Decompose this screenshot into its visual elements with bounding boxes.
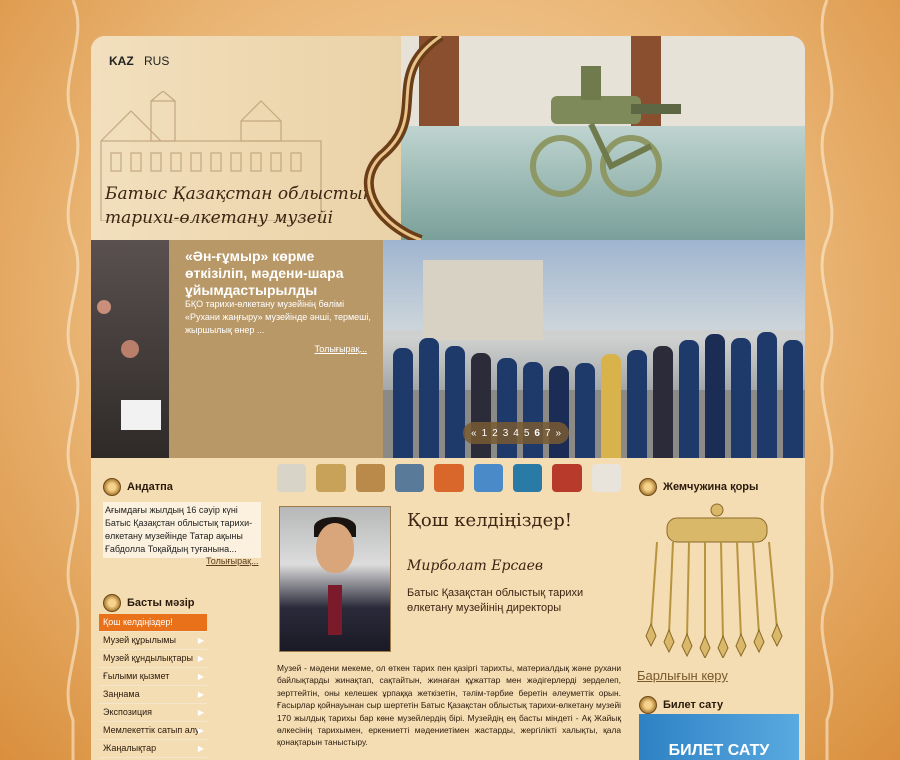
museum-building-icon[interactable] — [277, 464, 306, 492]
menu-item-structure[interactable] — [99, 632, 207, 650]
language-switcher — [109, 54, 176, 68]
director-photo — [279, 506, 391, 652]
child-figure — [627, 350, 647, 458]
site-title-line2: тарихи-өлкетану музейі — [105, 208, 334, 228]
scroll-icon[interactable] — [316, 464, 345, 492]
news-box — [169, 240, 383, 458]
menu-item-welcome[interactable]: Қош келдіңіздер! — [99, 614, 207, 632]
menu-item-label: Заңнама — [103, 689, 140, 699]
news-title[interactable]: «Ән-ғұмыр» көрме өткізіліп, мәдени-шара ұйымдастырылды — [185, 248, 344, 298]
child-figure — [445, 346, 465, 458]
site-title-line1: Батыс Қазақстан облыстық — [105, 184, 373, 204]
menu-item-label: Музей құндылықтары — [103, 653, 193, 663]
menu-item-science[interactable] — [99, 668, 207, 686]
arrow-right-icon: ▶ — [197, 636, 204, 645]
child-figure — [705, 334, 725, 458]
emblem-icon — [639, 696, 657, 714]
left-ornament — [50, 0, 96, 760]
globe-icon[interactable] — [474, 464, 503, 492]
site-title — [105, 182, 373, 230]
site-header — [91, 36, 805, 240]
andatpa-title: Андатпа — [127, 481, 173, 493]
main-menu-title: Басты мәзір — [127, 597, 195, 609]
pager-page-5[interactable]: 5 — [523, 427, 530, 439]
news-text: БҚО тарихи-өлкетану музейінің бөлімі «Рухани жаңғыру» музейінде әнші, термеші, жыршылық өнер ... — [185, 299, 371, 335]
child-figure — [679, 340, 699, 458]
gem-heading — [639, 478, 758, 496]
news-more-link[interactable]: Толығырақ... — [314, 344, 367, 354]
flowers — [121, 400, 161, 430]
menu-item-label: Жаңалықтар — [103, 743, 157, 753]
andatpa-more-link[interactable]: Толығырақ... — [206, 556, 259, 566]
pager-page-2[interactable]: 2 — [492, 427, 498, 439]
lang-kaz-link[interactable]: KAZ — [109, 54, 134, 68]
director-name: Мирболат Ерсаев — [407, 558, 544, 574]
person-head — [121, 340, 139, 358]
news-side-photo — [91, 240, 169, 458]
right-ornament — [804, 0, 850, 760]
feather-icon[interactable] — [592, 464, 621, 492]
arrow-right-icon: ▶ — [197, 708, 204, 717]
main-menu — [99, 614, 207, 758]
child-figure — [601, 354, 621, 458]
right-column — [631, 458, 805, 760]
header-photo-exhibit — [401, 36, 805, 240]
andatpa-heading — [103, 478, 173, 496]
child-figure — [757, 332, 777, 458]
painting-icon[interactable] — [395, 464, 424, 492]
pager-next-button[interactable]: » — [555, 427, 562, 439]
menu-item-procurement[interactable] — [99, 722, 207, 740]
machine-gun-exhibit — [521, 56, 691, 206]
menu-item-label: Мемлекеттік сатып алу — [103, 725, 200, 735]
ticket-title: Билет сату — [663, 699, 724, 711]
face — [316, 523, 354, 573]
arrow-right-icon: ▶ — [197, 726, 204, 735]
child-figure — [783, 340, 803, 458]
emblem-icon — [639, 478, 657, 496]
emblem-icon — [103, 594, 121, 612]
menu-item-label: Ғылыми қызмет — [103, 671, 170, 681]
slider-pager — [463, 422, 569, 444]
welcome-heading: Қош келдіңіздер! — [407, 510, 573, 531]
arrow-right-icon: ▶ — [197, 654, 204, 663]
intro-text: Музей - мәдени мекеме, ол өткен тарих пен қазіргі тарихты, материалдық және рухани байлықтарды жинақтап, сақтайтын, жинаған құжаттар мен жәдігерлерді зерделеп, зерттейтін, оны келешек ұрпаққа жеткізетін, тәлім-тәрбие беретін әлеуметтік орын. Ғасырлар қойнауынан сыр шертетін Батыс Қазақстан облыстық тарихи-өлкетану музейі 170 жылдық тарихы бар көне музейлердің бірі. Музейдің ең басты міндеті - Ақ Жайық өлкесінің тарихымен, еркениетті мәдениетімен жастарды, жергілікті халықты, қала қонақтарын таныстыру. — [277, 663, 621, 748]
child-figure — [575, 363, 595, 458]
arrow-right-icon: ▶ — [197, 672, 204, 681]
pager-page-7[interactable]: 7 — [544, 427, 551, 439]
ticket-banner[interactable]: БИЛЕТ САТУ — [639, 714, 799, 760]
telescope-icon[interactable] — [513, 464, 542, 492]
pen-icon[interactable] — [356, 464, 385, 492]
main-menu-heading — [103, 594, 194, 612]
left-column — [91, 458, 271, 760]
jewelry-image[interactable] — [637, 498, 797, 658]
gem-title: Жемчужина қоры — [663, 481, 759, 493]
menu-item-label: Музей құрылымы — [103, 635, 176, 645]
background-building — [423, 260, 543, 340]
director-position: Батыс Қазақстан облыстық тарихи өлкетану музейінің директоры — [407, 587, 584, 614]
menu-item-news[interactable] — [99, 740, 207, 758]
child-figure — [419, 338, 439, 458]
menu-item-law[interactable] — [99, 686, 207, 704]
pager-page-3[interactable]: 3 — [502, 427, 509, 439]
pager-page-1[interactable]: 1 — [481, 427, 488, 439]
pager-page-4[interactable]: 4 — [513, 427, 519, 439]
news-photo — [383, 240, 805, 458]
book-icon[interactable] — [552, 464, 581, 492]
pager-prev-button[interactable]: « — [471, 427, 477, 439]
menu-item-label: Экспозиция — [103, 707, 152, 717]
menu-item-values[interactable] — [99, 650, 207, 668]
camera-icon[interactable] — [434, 464, 463, 492]
child-figure — [653, 346, 673, 458]
emblem-icon — [103, 478, 121, 496]
ornament-swirl — [341, 36, 461, 240]
person-head — [97, 300, 111, 314]
tie — [328, 585, 342, 635]
page-container — [91, 36, 805, 760]
arrow-right-icon: ▶ — [197, 690, 204, 699]
menu-item-exposition[interactable] — [99, 704, 207, 722]
andatpa-text: Ағымдағы жылдың 16 сәуір күні Батыс Қазақстан облыстық тарихи-өлкетану музейінде Татар ақыны Ғабдолла Тоқайдың туғанына... — [103, 502, 261, 558]
child-figure — [393, 348, 413, 458]
ticket-heading — [639, 696, 723, 714]
pager-page-6[interactable]: 6 — [534, 427, 540, 439]
section-icons-bar — [277, 464, 621, 496]
arrow-right-icon: ▶ — [197, 744, 204, 753]
see-all-link[interactable]: Барлығын көру — [637, 668, 728, 683]
lang-rus-link[interactable]: RUS — [144, 54, 170, 68]
child-figure — [549, 366, 569, 458]
child-figure — [731, 338, 751, 458]
